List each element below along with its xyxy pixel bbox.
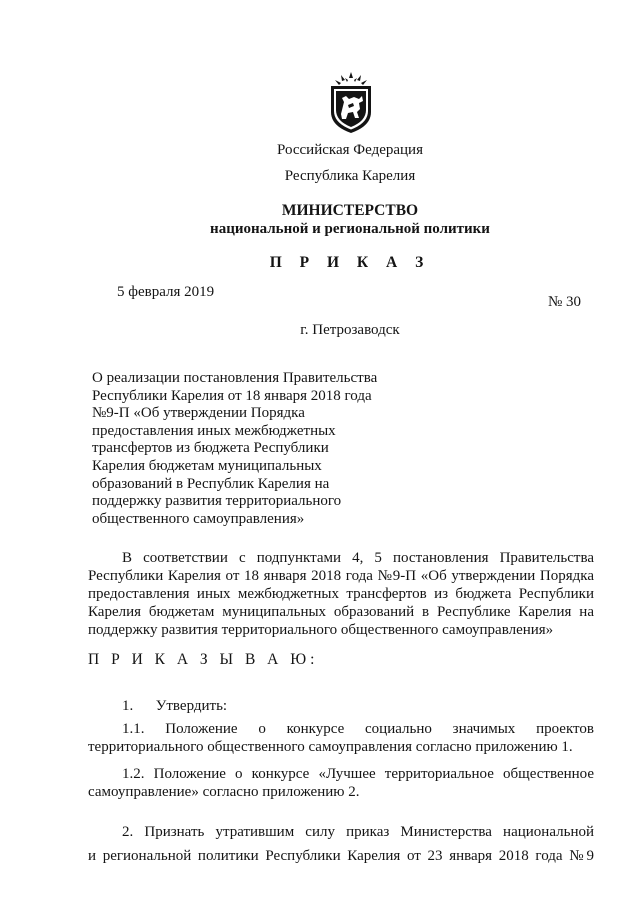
item-1: 1. Утвердить: xyxy=(122,698,228,714)
item-1-1-line: территориального общественного самоуправления согласно приложению 1. xyxy=(88,739,573,755)
order-heading: П Р И К А З Ы В А Ю: xyxy=(88,651,319,668)
item-2 xyxy=(88,823,594,865)
item-1-1 xyxy=(88,720,594,756)
karelia-coat-of-arms-icon xyxy=(326,72,376,134)
item-1-2 xyxy=(88,765,594,801)
order-items xyxy=(88,697,594,715)
subject-line: №9-П «Об утверждении Порядка xyxy=(92,405,305,422)
ministry-subtitle: национальной и региональной политики xyxy=(210,221,490,237)
subject-line: общественного самоуправления» xyxy=(92,510,305,527)
subject-line: трансфертов из бюджета Республики xyxy=(92,440,329,457)
subject-line: Республики Карелия от 18 января 2018 года xyxy=(92,387,372,404)
region-name: Республика Карелия xyxy=(284,168,416,184)
preamble-paragraph xyxy=(88,549,594,639)
item-1-2-line: самоуправление» согласно приложению 2. xyxy=(88,784,360,800)
country-name: Российская Федерация xyxy=(277,142,423,158)
preamble-line: Карелия бюджетам муниципальных образований в Республике Карелия на xyxy=(88,604,594,620)
preamble-line: В соответствии с подпунктами 4, 5 постановления Правительства xyxy=(122,550,594,566)
document-subject xyxy=(92,370,378,528)
preamble-line: Республики Карелия от 18 января 2018 года №9-П «Об утверждении Порядка xyxy=(88,568,594,584)
subject-line: образований в Республик Карелия на xyxy=(92,475,330,492)
subject-line: предоставления иных межбюджетных xyxy=(92,422,336,439)
item-1-2-line: 1.2. Положение о конкурсе «Лучшее территориальное общественное xyxy=(122,766,594,782)
subject-line: Карелия бюджетам муниципальных xyxy=(92,457,322,474)
document-city: г. Петрозаводск xyxy=(300,322,400,338)
document-date: 5 февраля 2019 xyxy=(117,284,215,300)
preamble-line: поддержку развития территориального общественного самоуправления» xyxy=(88,622,554,638)
ministry-title: МИНИСТЕРСТВО xyxy=(281,202,419,219)
item-2-line: и региональной политики Республики Карелия от 23 января 2018 года №9 xyxy=(88,848,594,864)
document-type: П Р И К А З xyxy=(269,254,431,271)
item-2-line: 2. Признать утратившим силу приказ Министерства национальной xyxy=(122,824,594,840)
subject-line: поддержку развития территориального xyxy=(92,493,342,510)
item-1-1-line: 1.1. Положение о конкурсе социально значимых проектов xyxy=(122,721,594,737)
preamble-line: предоставления иных межбюджетных трансфертов из бюджета Республики xyxy=(88,586,594,602)
subject-line: О реализации постановления Правительства xyxy=(92,370,378,386)
document-number: № 30 xyxy=(548,294,582,310)
